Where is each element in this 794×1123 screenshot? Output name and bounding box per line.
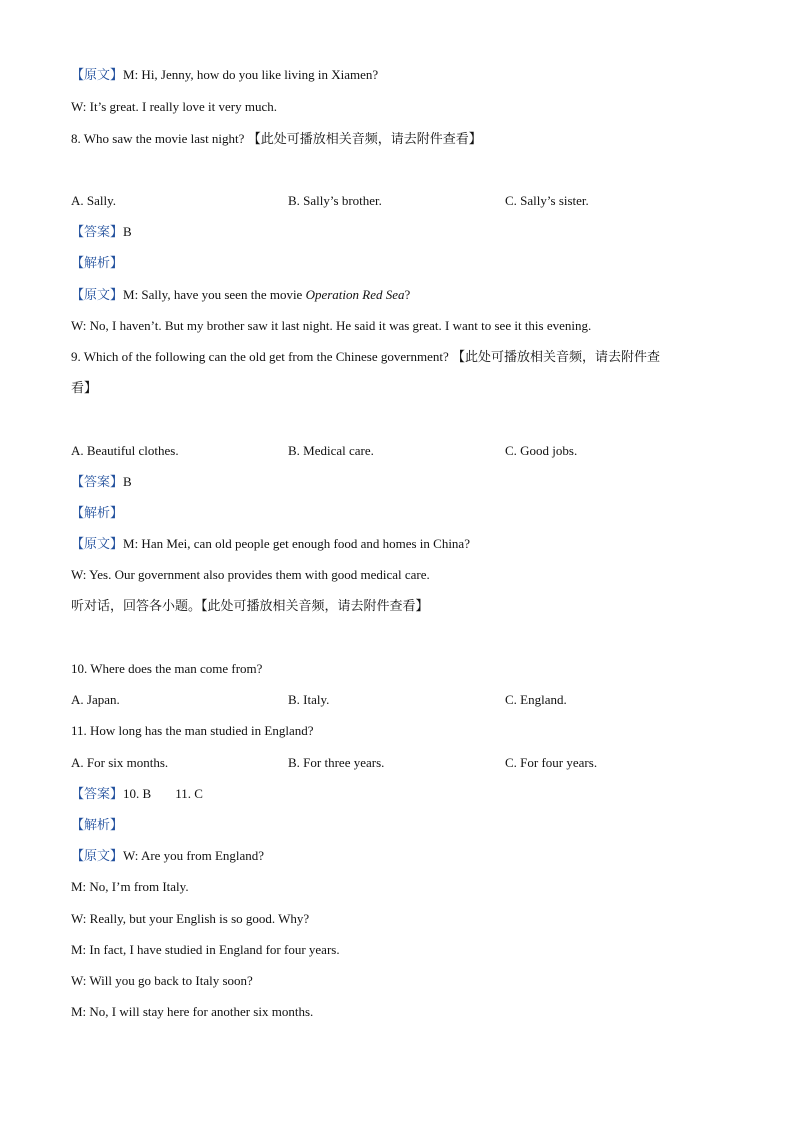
dialog-line: M: In fact, I have studied in England for four years. xyxy=(71,942,340,957)
movie-title: Operation Red Sea xyxy=(305,287,405,302)
answer-tag: 【答案】 xyxy=(71,224,124,239)
question-11: 11. How long has the man studied in England? xyxy=(71,723,314,738)
option-a: A. Beautiful clothes. xyxy=(71,443,179,458)
option-c: C. Sally’s sister. xyxy=(505,193,589,208)
source-line-prev xyxy=(71,67,378,83)
option-b: B. For three years. xyxy=(288,755,385,770)
analysis-tag: 【解析】 xyxy=(71,505,124,520)
analysis-tag: 【解析】 xyxy=(71,817,124,832)
audio-note[interactable]: 【此处可播放相关音频，请去附件查 xyxy=(452,349,661,364)
option-c: C. England. xyxy=(505,692,567,707)
dialog-line: W: It’s great. I really love it very much. xyxy=(71,99,278,114)
audio-note[interactable]: 【此处可播放相关音频，请去附件查看】 xyxy=(247,131,482,146)
option-a: A. Sally. xyxy=(71,193,117,208)
source-tag: 【原文】 xyxy=(71,848,124,863)
dialog-line: M: No, I will stay here for another six months. xyxy=(71,1004,314,1019)
answer-value: 10. B xyxy=(123,786,152,801)
dialog-text: M: Han Mei, can old people get enough food and homes in China? xyxy=(123,536,470,551)
source-tag: 【原文】 xyxy=(71,287,124,302)
answer-line xyxy=(71,786,203,802)
answer-tag: 【答案】 xyxy=(71,474,124,489)
answer-value: 11. C xyxy=(175,786,203,801)
source-line xyxy=(71,536,470,552)
option-c: C. For four years. xyxy=(505,755,598,770)
option-b: B. Medical care. xyxy=(288,443,374,458)
option-b: B. Italy. xyxy=(288,692,330,707)
dialog-text: M: Sally, have you seen the movie xyxy=(123,287,306,302)
answer-value: B xyxy=(123,474,132,489)
option-c: C. Good jobs. xyxy=(505,443,578,458)
answer-value: B xyxy=(123,224,132,239)
question-8 xyxy=(71,131,482,147)
source-line xyxy=(71,848,264,864)
question-text: 8. Who saw the movie last night? xyxy=(71,131,245,146)
dialog-line: W: Really, but your English is so good. Why? xyxy=(71,911,310,926)
listening-intro[interactable]: 听对话，回答各小题。【此处可播放相关音频，请去附件查看】 xyxy=(71,598,429,613)
dialog-line: M: Hi, Jenny, how do you like living in Xiamen? xyxy=(123,67,379,82)
dialog-line: W: Yes. Our government also provides them with good medical care. xyxy=(71,567,430,582)
option-b: B. Sally’s brother. xyxy=(288,193,382,208)
dialog-text: W: Are you from England? xyxy=(123,848,265,863)
source-line xyxy=(71,287,410,303)
dialog-line: W: No, I haven’t. But my brother saw it last night. He said it was great. I want to see it this evening. xyxy=(71,318,592,333)
dialog-line: M: No, I’m from Italy. xyxy=(71,879,189,894)
question-text: 9. Which of the following can the old get from the Chinese government? xyxy=(71,349,449,364)
analysis-tag: 【解析】 xyxy=(71,255,124,270)
dialog-text-end: ? xyxy=(404,287,411,302)
option-a: A. Japan. xyxy=(71,692,120,707)
question-9 xyxy=(71,349,660,365)
answer-line xyxy=(71,474,132,490)
question-10: 10. Where does the man come from? xyxy=(71,661,263,676)
source-tag: 【原文】 xyxy=(71,67,124,82)
answer-line xyxy=(71,224,132,240)
audio-note-cont: 看】 xyxy=(71,380,98,395)
dialog-line: W: Will you go back to Italy soon? xyxy=(71,973,253,988)
option-a: A. For six months. xyxy=(71,755,169,770)
answer-tag: 【答案】 xyxy=(71,786,124,801)
source-tag: 【原文】 xyxy=(71,536,124,551)
